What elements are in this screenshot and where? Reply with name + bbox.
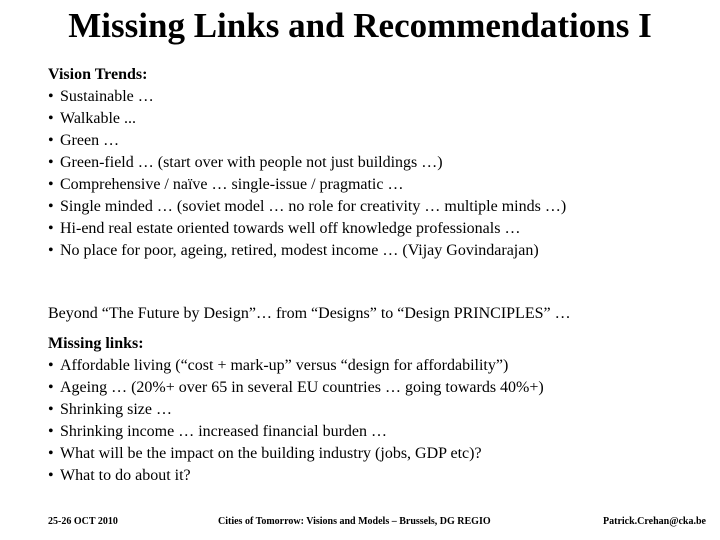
list-item: • Affordable living (“cost + mark-up” versus “design for affordability”) <box>48 355 708 377</box>
bullet: • <box>48 154 54 171</box>
bullet: • <box>48 242 54 259</box>
missing-links-section <box>48 333 708 487</box>
bullet: • <box>48 423 54 440</box>
list-item: • Shrinking size … <box>48 399 708 421</box>
list-item: • Green … <box>48 130 708 152</box>
list-item: • Walkable ... <box>48 108 708 130</box>
bullet: • <box>48 357 54 374</box>
list-item: • What will be the impact on the building industry (jobs, GDP etc)? <box>48 443 708 465</box>
bullet: • <box>48 445 54 462</box>
bullet: • <box>48 198 54 215</box>
list-item: • Ageing … (20%+ over 65 in several EU countries … going towards 40%+) <box>48 377 708 399</box>
vision-trends-heading: Vision Trends: <box>48 66 148 83</box>
bullet: • <box>48 88 54 105</box>
list-item: • Sustainable … <box>48 86 708 108</box>
bullet: • <box>48 467 54 484</box>
bullet: • <box>48 220 54 237</box>
list-item: • What to do about it? <box>48 465 708 487</box>
slide-title: Missing Links and Recommendations I <box>68 6 652 45</box>
list-item: • Single minded … (soviet model … no role for creativity … multiple minds …) <box>48 196 708 218</box>
list-item: • Green-field … (start over with people not just buildings …) <box>48 152 708 174</box>
list-item: • No place for poor, ageing, retired, modest income … (Vijay Govindarajan) <box>48 240 708 262</box>
bullet: • <box>48 110 54 127</box>
bullet: • <box>48 132 54 149</box>
missing-links-heading: Missing links: <box>48 335 144 352</box>
vision-trends-section <box>48 64 708 262</box>
list-item: • Comprehensive / naïve … single-issue / pragmatic … <box>48 174 708 196</box>
list-item: • Shrinking income … increased financial burden … <box>48 421 708 443</box>
footer-email: Patrick.Crehan@cka.be <box>603 516 706 527</box>
bullet: • <box>48 379 54 396</box>
footer-event: Cities of Tomorrow: Visions and Models – Brussels, DG REGIO <box>218 516 491 527</box>
footer-date: 25-26 OCT 2010 <box>48 516 118 527</box>
bullet: • <box>48 401 54 418</box>
list-item: • Hi-end real estate oriented towards well off knowledge professionals … <box>48 218 708 240</box>
bullet: • <box>48 176 54 193</box>
beyond-statement: Beyond “The Future by Design”… from “Designs” to “Design PRINCIPLES” … <box>48 305 571 322</box>
